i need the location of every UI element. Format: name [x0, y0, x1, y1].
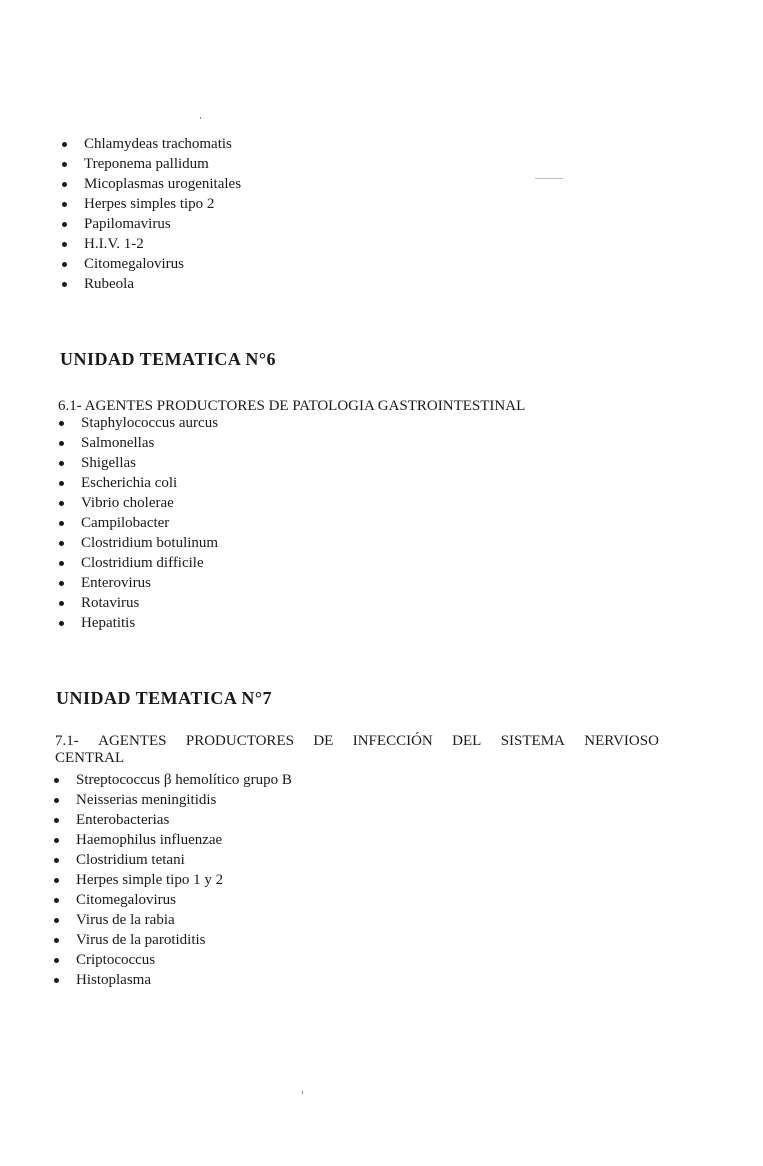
- bullet-icon: [62, 222, 67, 227]
- list-item: [60, 134, 241, 154]
- unit-6-subheading: 6.1- AGENTES PRODUCTORES DE PATOLOGIA GASTROINTESTINAL: [58, 398, 526, 414]
- bullet-icon: [54, 858, 59, 863]
- list-item-text: Enterobacterias: [76, 812, 170, 828]
- list-item-text: Staphylococcus aurcus: [81, 415, 219, 431]
- subheading-word: SISTEMA: [500, 733, 565, 749]
- list-item: [57, 573, 218, 593]
- subheading-word: 7.1-: [55, 733, 79, 749]
- bullet-icon: [59, 441, 64, 446]
- scan-speck: [302, 1091, 303, 1094]
- list-item-text: Histoplasma: [76, 972, 151, 988]
- list-item: [57, 513, 218, 533]
- bullet-icon: [59, 521, 64, 526]
- list-item: [52, 930, 292, 950]
- bullet-icon: [59, 421, 64, 426]
- list-item: [57, 613, 218, 633]
- subheading-word: NERVIOSO: [584, 733, 659, 749]
- list-item: [57, 473, 218, 493]
- list-item: [52, 790, 292, 810]
- list-item-text: H.I.V. 1-2: [84, 236, 144, 252]
- list-item-text: Shigellas: [81, 455, 136, 471]
- list-item: [57, 433, 218, 453]
- list-item-text: Papilomavirus: [84, 216, 171, 232]
- bullet-icon: [59, 541, 64, 546]
- bullet-icon: [62, 142, 67, 147]
- list-item-text: Haemophilus influenzae: [76, 832, 223, 848]
- bullet-icon: [54, 838, 59, 843]
- list-item-text: Clostridium difficile: [81, 555, 204, 571]
- list-item-text: Herpes simple tipo 1 y 2: [76, 872, 224, 888]
- bullet-icon: [54, 898, 59, 903]
- list-item: [60, 234, 241, 254]
- list-item-text: Vibrio cholerae: [81, 495, 174, 511]
- list-item: [57, 553, 218, 573]
- list-item: [60, 154, 241, 174]
- scan-speck: [200, 117, 201, 119]
- list-item: [52, 970, 292, 990]
- list-item: [52, 910, 292, 930]
- list-item-text: Neisserias meningitidis: [76, 792, 217, 808]
- subheading-word: DEL: [452, 733, 482, 749]
- subheading-word: DE: [313, 733, 334, 749]
- bullet-icon: [62, 182, 67, 187]
- list-item-text: Hepatitis: [81, 615, 136, 631]
- list-item-text: Salmonellas: [81, 435, 155, 451]
- list-item: [52, 890, 292, 910]
- list-item: [60, 214, 241, 234]
- list-item-text: Treponema pallidum: [84, 156, 209, 172]
- bullet-icon: [62, 242, 67, 247]
- list-item-text: Campilobacter: [81, 515, 170, 531]
- unit-7-subheading-line-2: CENTRAL: [55, 750, 125, 766]
- bullet-icon: [54, 778, 59, 783]
- list-item-text: Criptococcus: [76, 952, 156, 968]
- list-item-text: Rotavirus: [81, 595, 140, 611]
- list-item-text: Clostridium botulinum: [81, 535, 219, 551]
- list-item: [60, 194, 241, 214]
- list-item: [57, 593, 218, 613]
- unit-7-heading: UNIDAD TEMATICA N°7: [56, 688, 273, 708]
- list-item-text: Virus de la parotiditis: [76, 932, 206, 948]
- subheading-word: PRODUCTORES: [185, 733, 294, 749]
- list-item: [52, 770, 292, 790]
- list-item: [52, 830, 292, 850]
- bullet-icon: [54, 818, 59, 823]
- list-item-text: Citomegalovirus: [84, 256, 184, 272]
- bullet-icon: [54, 958, 59, 963]
- bullet-icon: [54, 938, 59, 943]
- list-item-text: Enterovirus: [81, 575, 151, 591]
- list-item: [52, 810, 292, 830]
- unit-7-subheading-line-1: [55, 733, 659, 750]
- bullet-icon: [54, 918, 59, 923]
- unit-7-subheading: [55, 733, 659, 767]
- list-item-text: Citomegalovirus: [76, 892, 176, 908]
- unit-6-heading: UNIDAD TEMATICA N°6: [60, 349, 277, 369]
- bullet-icon: [54, 798, 59, 803]
- bullet-icon: [54, 878, 59, 883]
- subheading-word: AGENTES: [98, 733, 167, 749]
- bullet-icon: [62, 202, 67, 207]
- list-item: [60, 254, 241, 274]
- list-item-text: Virus de la rabia: [76, 912, 175, 928]
- bullet-icon: [59, 481, 64, 486]
- list-item-text: Escherichia coli: [81, 475, 178, 491]
- list-item: [57, 453, 218, 473]
- scan-speck: [535, 178, 563, 179]
- list-item: [52, 870, 292, 890]
- list-item-text: Herpes simples tipo 2: [84, 196, 215, 212]
- bullet-icon: [62, 282, 67, 287]
- bullet-icon: [54, 978, 59, 983]
- bullet-icon: [59, 601, 64, 606]
- std-agents-list: [60, 134, 241, 294]
- bullet-icon: [59, 461, 64, 466]
- list-item-text: Clostridium tetani: [76, 852, 185, 868]
- subheading-word: INFECCIÓN: [352, 733, 433, 749]
- bullet-icon: [62, 162, 67, 167]
- list-item: [60, 274, 241, 294]
- list-item: [60, 174, 241, 194]
- bullet-icon: [59, 561, 64, 566]
- list-item-text: Streptococcus β hemolítico grupo B: [76, 772, 292, 788]
- list-item-text: Chlamydeas trachomatis: [84, 136, 232, 152]
- list-item: [57, 493, 218, 513]
- list-item: [57, 533, 218, 553]
- bullet-icon: [59, 501, 64, 506]
- bullet-icon: [62, 262, 67, 267]
- list-item-text: Rubeola: [84, 276, 134, 292]
- list-item: [52, 950, 292, 970]
- list-item: [52, 850, 292, 870]
- list-item-text: Micoplasmas urogenitales: [84, 176, 242, 192]
- bullet-icon: [59, 581, 64, 586]
- nervous-system-agents-list: [52, 770, 292, 990]
- gastrointestinal-agents-list: [57, 413, 218, 633]
- bullet-icon: [59, 621, 64, 626]
- list-item: [57, 413, 218, 433]
